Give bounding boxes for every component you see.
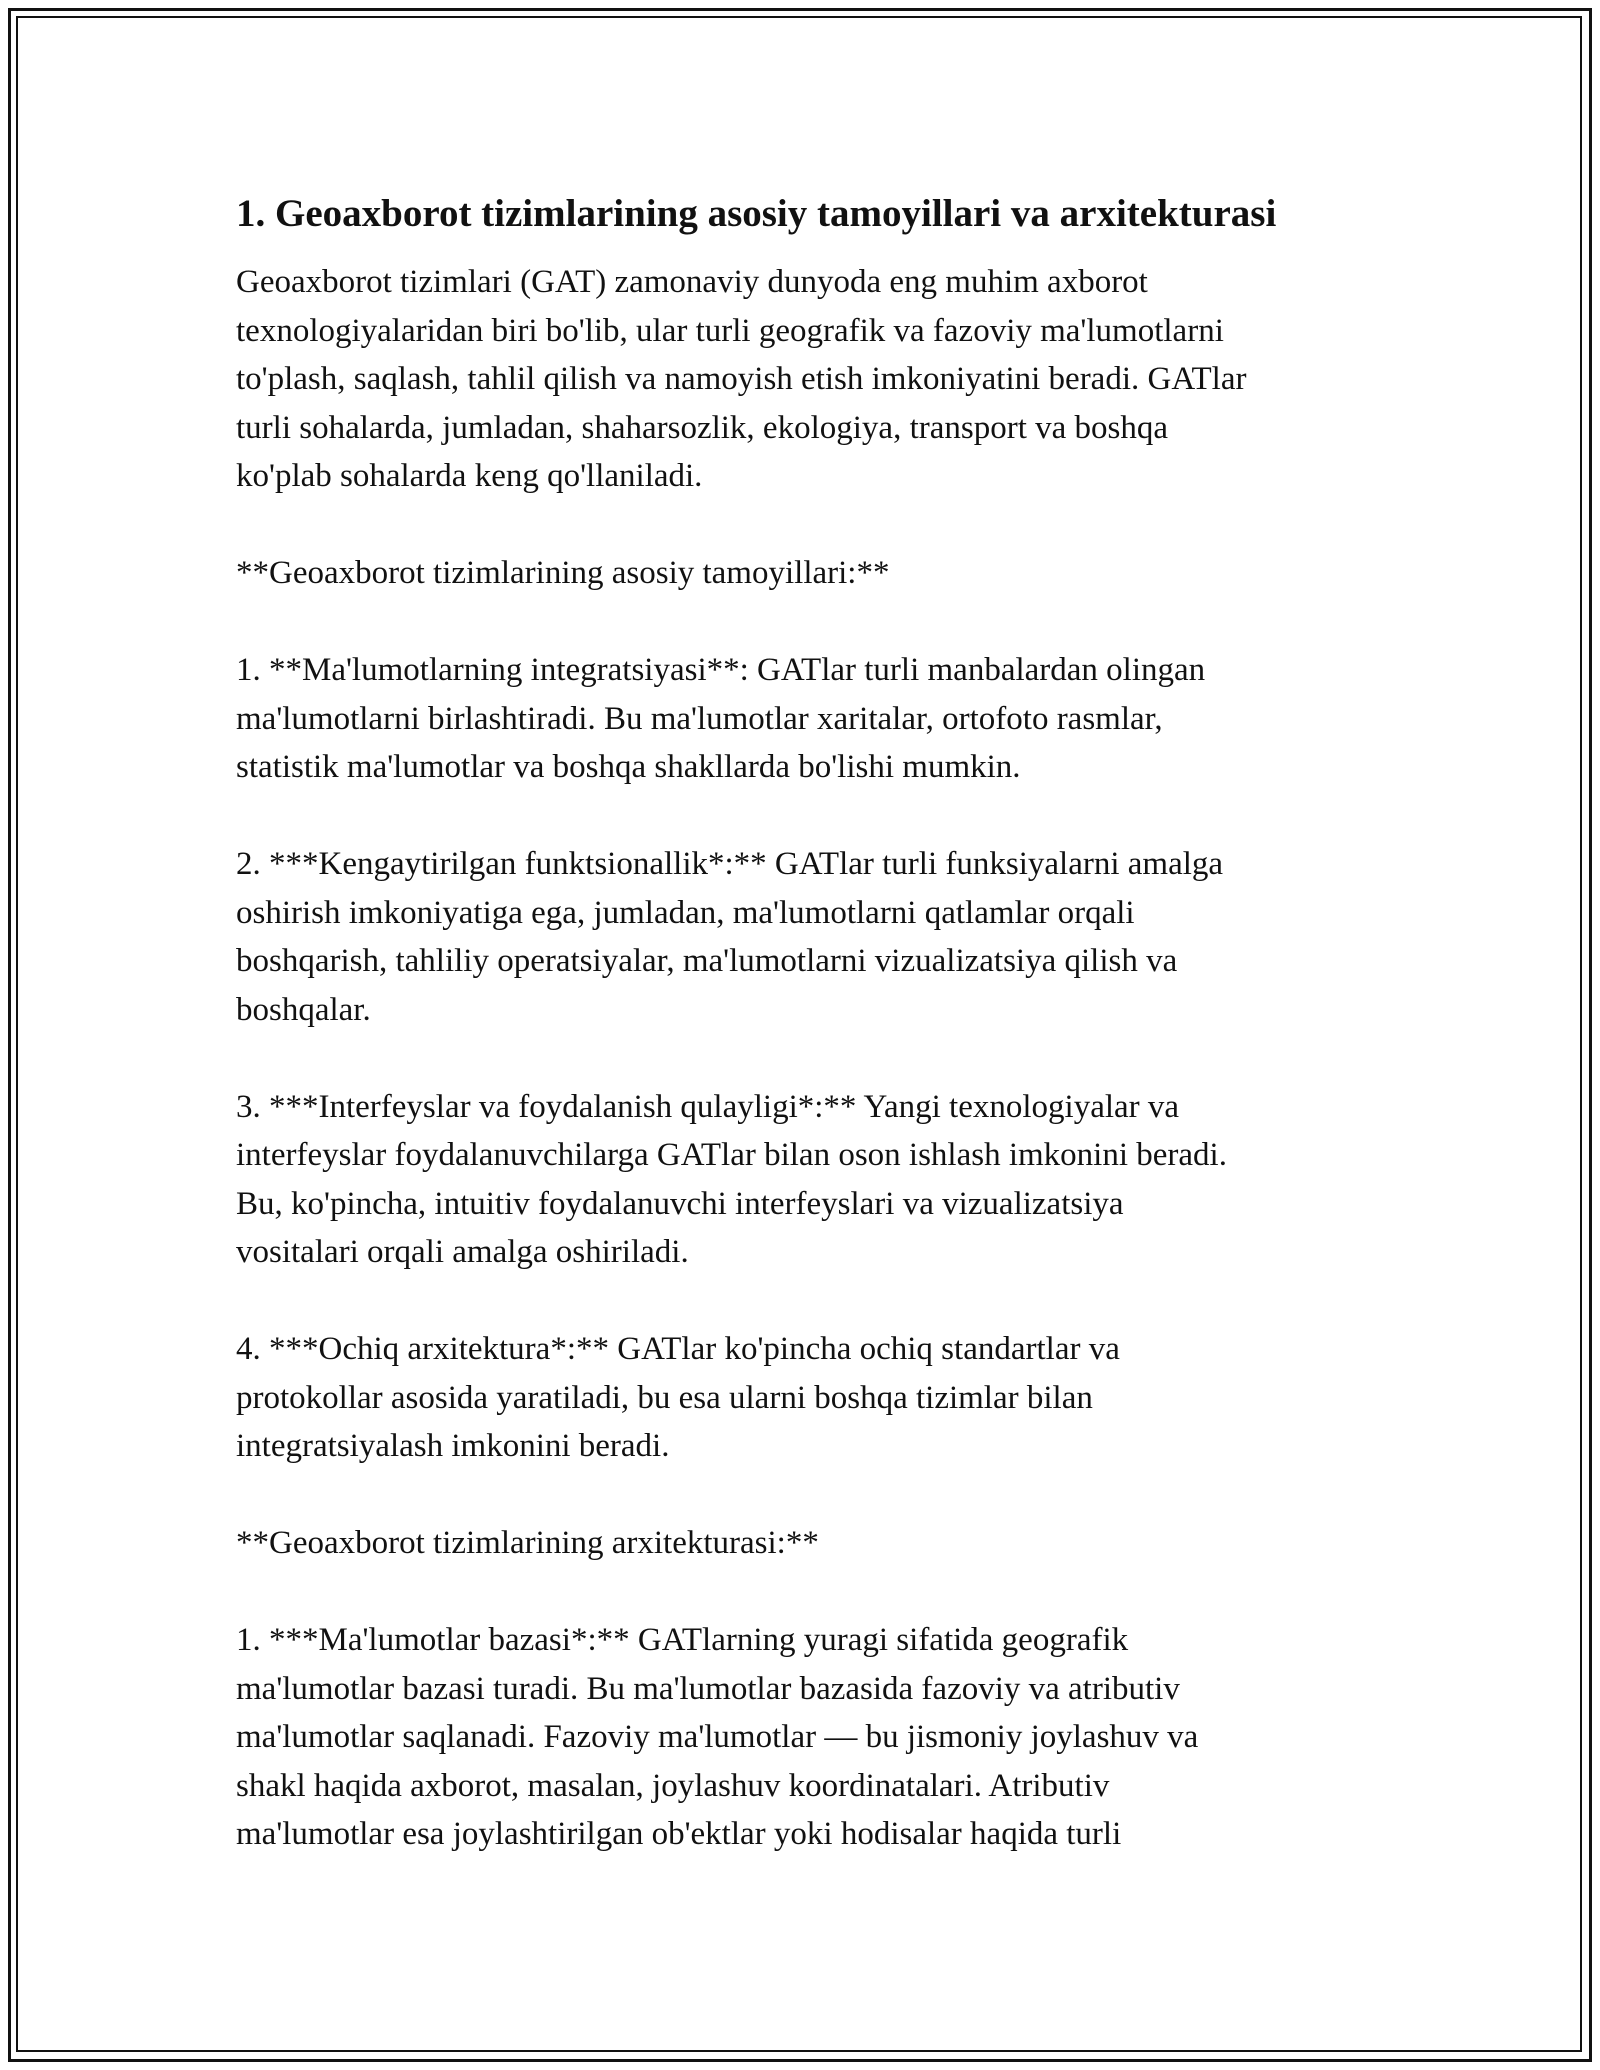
document-body: [236, 188, 1386, 1907]
text-line: ma'lumotlar esa joylashtirilgan ob'ektlar yoki hodisalar haqida turli: [236, 1816, 1122, 1852]
text-line: Bu, ko'pincha, intuitiv foydalanuvchi interfeyslari va vizualizatsiya: [236, 1185, 1124, 1222]
text-line: shakl haqida axborot, masalan, joylashuv koordinatalari. Atributiv: [236, 1767, 1110, 1804]
text-line: oshirish imkoniyatiga ega, jumladan, ma'lumotlarni qatlamlar orqali: [236, 894, 1135, 931]
text-line: ko'plab sohalarda keng qo'llaniladi.: [236, 458, 703, 494]
text-line: boshqalar.: [236, 991, 371, 1028]
paragraph-architecture-1: [236, 1616, 1386, 1859]
text-line: Geoaxborot tizimlari (GAT) zamonaviy dunyoda eng muhim axborot: [236, 264, 1148, 300]
text-line: protokollar asosida yaratiladi, bu esa ularni boshqa tizimlar bilan: [236, 1379, 1093, 1416]
text-line: ma'lumotlar saqlanadi. Fazoviy ma'lumotlar — bu jismoniy joylashuv va: [236, 1719, 1199, 1755]
paragraph-intro: [236, 258, 1386, 501]
text-line: vositalari orqali amalga oshiriladi.: [236, 1234, 689, 1270]
text-line: 2. ***Kengaytirilgan funktsionallik*:** GATlar turli funksiyalarni amalga: [236, 846, 1224, 882]
text-line: **Geoaxborot tizimlarining asosiy tamoyillari:**: [236, 555, 890, 591]
text-line: 1. ***Ma'lumotlar bazasi*:** GATlarning yuragi sifatida geografik: [236, 1622, 1129, 1658]
text-line: boshqarish, tahliliy operatsiyalar, ma'lumotlarni vizualizatsiya qilish va: [236, 943, 1178, 979]
text-line: interfeyslar foydalanuvchilarga GATlar bilan oson ishlash imkonini beradi.: [236, 1137, 1227, 1173]
text-line: ma'lumotlar bazasi turadi. Bu ma'lumotlar bazasida fazoviy va atributiv: [236, 1670, 1180, 1707]
text-line: statistik ma'lumotlar va boshqa shakllarda bo'lishi mumkin.: [236, 749, 1021, 785]
paragraph-principle-3: [236, 1083, 1386, 1277]
text-line: turli sohalarda, jumladan, shaharsozlik, ekologiya, transport va boshqa: [236, 409, 1169, 446]
text-line: integratsiyalash imkonini beradi.: [236, 1428, 670, 1464]
text-line: 1. **Ma'lumotlarning integratsiyasi**: GATlar turli manbalardan olingan: [236, 652, 1206, 688]
text-line: **Geoaxborot tizimlarining arxitekturasi:**: [236, 1525, 819, 1561]
text-line: 4. ***Ochiq arxitektura*:** GATlar ko'pincha ochiq standartlar va: [236, 1331, 1120, 1367]
principles-heading: [236, 549, 1386, 598]
paragraph-principle-1: [236, 646, 1386, 792]
text-line: to'plash, saqlash, tahlil qilish va namoyish etish imkoniyatini beradi. GATlar: [236, 361, 1247, 397]
text-line: 3. ***Interfeyslar va foydalanish qulayligi*:** Yangi texnologiyalar va: [236, 1088, 1180, 1125]
text-line: texnologiyalaridan biri bo'lib, ular turli geografik va fazoviy ma'lumotlarni: [236, 312, 1224, 349]
paragraph-principle-4: [236, 1325, 1386, 1471]
text-line: ma'lumotlarni birlashtiradi. Bu ma'lumotlar xaritalar, ortofoto rasmlar,: [236, 700, 1163, 737]
document-title: 1. Geoaxborot tizimlarining asosiy tamoyillari va arxitekturasi: [236, 192, 1277, 235]
paragraph-principle-2: [236, 840, 1386, 1034]
architecture-heading: [236, 1519, 1386, 1568]
